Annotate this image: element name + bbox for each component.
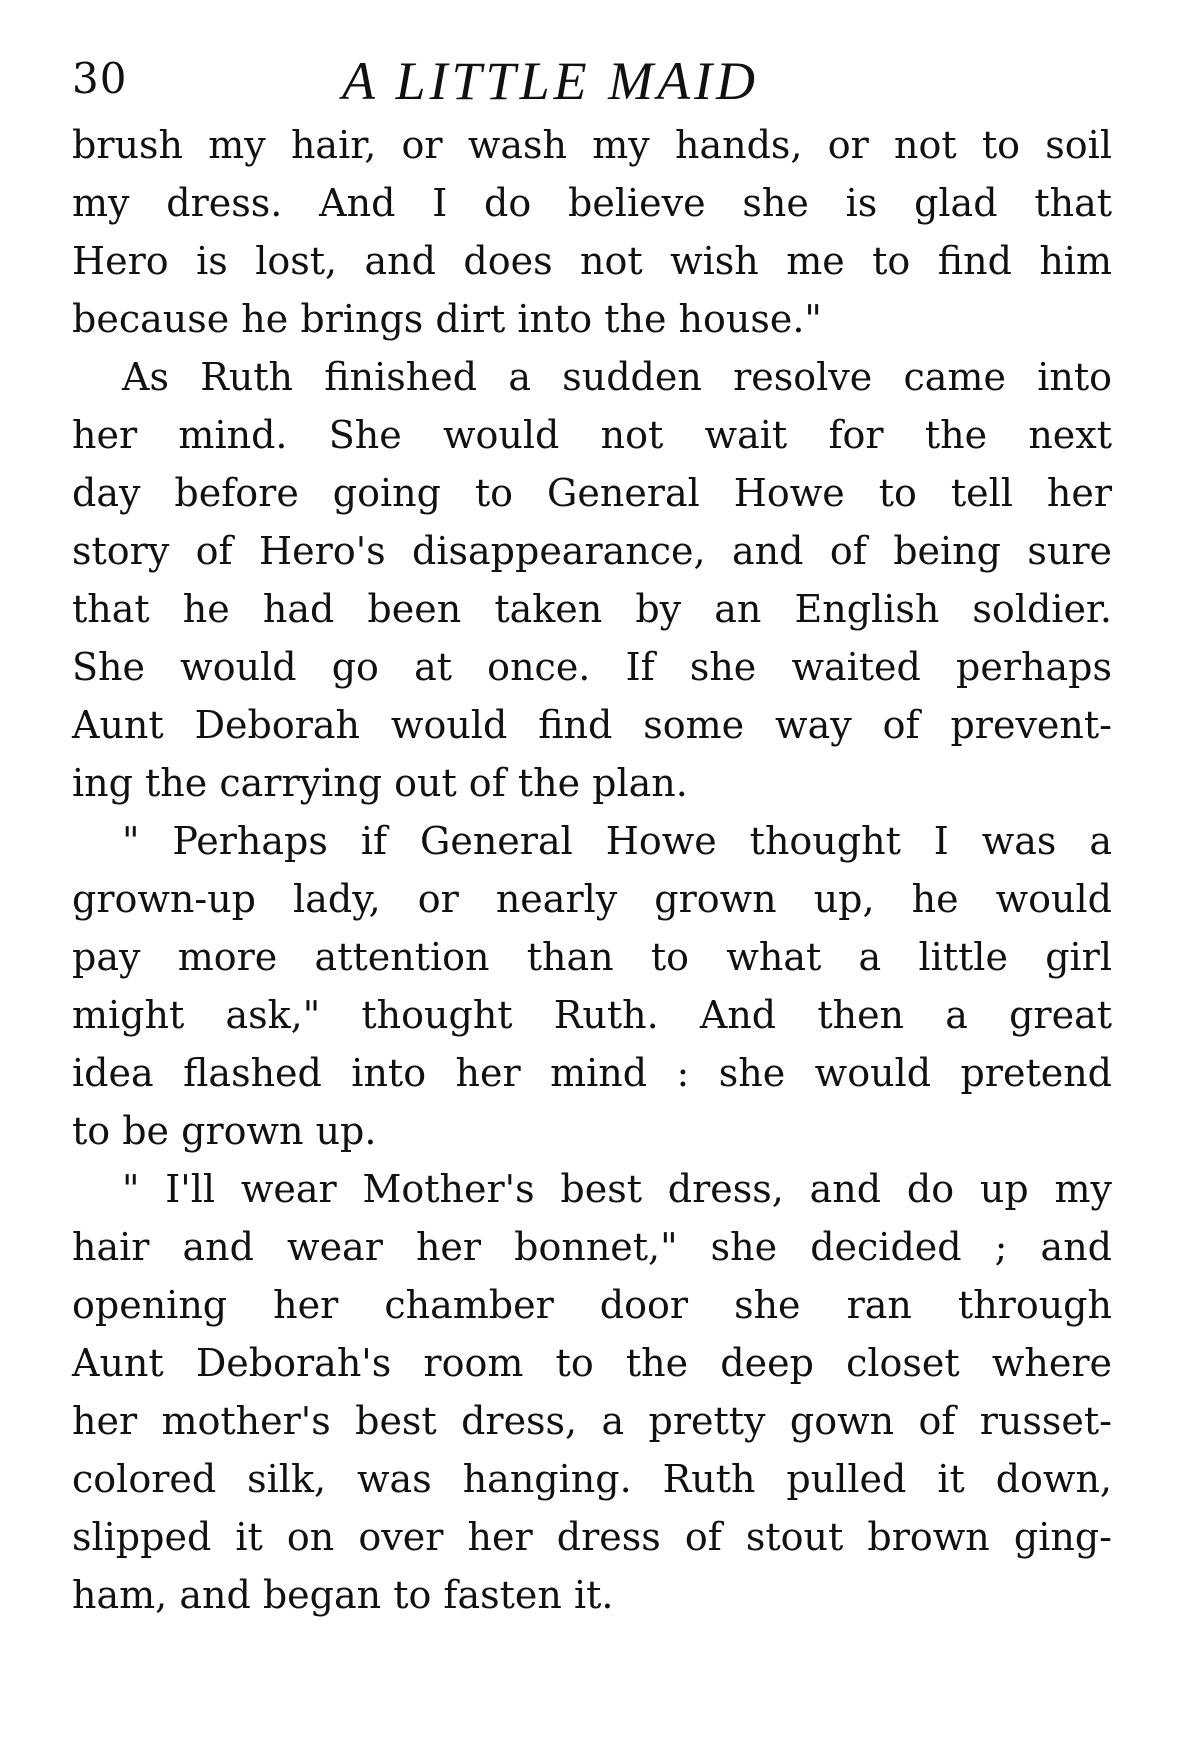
paragraph-3 <box>72 812 1112 1160</box>
page-number: 30 <box>72 54 128 103</box>
text-line: her mind. She would not wait for the next <box>72 413 1112 457</box>
text-line: She would go at once. If she waited perhaps <box>72 645 1112 689</box>
text-line: Aunt Deborah would find some way of prevent- <box>72 703 1112 747</box>
text-line: brush my hair, or wash my hands, or not to soil <box>72 123 1112 167</box>
text-line: ing the carrying out of the plan. <box>72 761 688 805</box>
running-head <box>72 50 1116 112</box>
running-title: A LITTLE MAID <box>342 51 760 111</box>
text-line: because he brings dirt into the house." <box>72 297 822 341</box>
text-line: pay more attention than to what a little girl <box>72 935 1112 979</box>
text-line: hair and wear her bonnet," she decided ; and <box>72 1225 1112 1269</box>
text-line: my dress. And I do believe she is glad that <box>72 181 1112 225</box>
text-line: ham, and began to fasten it. <box>72 1573 614 1617</box>
text-line: Hero is lost, and does not wish me to find him <box>72 239 1112 283</box>
text-line: " Perhaps if General Howe thought I was a <box>122 819 1112 863</box>
text-line: to be grown up. <box>72 1109 377 1153</box>
text-line: idea flashed into her mind : she would pretend <box>72 1051 1112 1095</box>
text-line: that he had been taken by an English soldier. <box>72 587 1112 631</box>
body-text <box>72 116 1112 1624</box>
text-line: opening her chamber door she ran through <box>72 1283 1112 1327</box>
text-line: might ask," thought Ruth. And then a great <box>72 993 1112 1037</box>
text-line: grown-up lady, or nearly grown up, he would <box>72 877 1112 921</box>
text-line: " I'll wear Mother's best dress, and do up my <box>122 1167 1112 1211</box>
text-line: Aunt Deborah's room to the deep closet where <box>72 1341 1112 1385</box>
text-line: day before going to General Howe to tell her <box>72 471 1112 515</box>
text-line: colored silk, was hanging. Ruth pulled it down, <box>72 1457 1112 1501</box>
paragraph-1 <box>72 116 1112 348</box>
paragraph-4 <box>72 1160 1112 1624</box>
text-line: As Ruth finished a sudden resolve came into <box>122 355 1112 399</box>
text-line: her mother's best dress, a pretty gown of russet- <box>72 1399 1112 1443</box>
text-line: story of Hero's disappearance, and of being sure <box>72 529 1112 573</box>
text-line: slipped it on over her dress of stout brown ging- <box>72 1515 1112 1559</box>
paragraph-2 <box>72 348 1112 812</box>
